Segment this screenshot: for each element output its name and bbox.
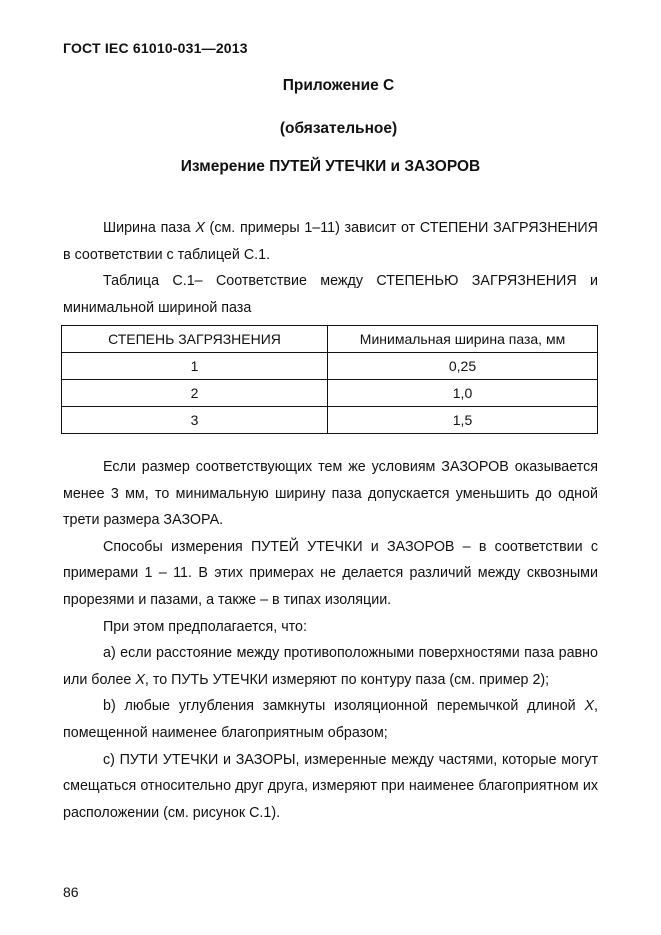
column-header-pollution-degree: СТЕПЕНЬ ЗАГРЯЗНЕНИЯ: [62, 326, 328, 353]
table-cell: 2: [62, 380, 328, 407]
table-header-row: [62, 326, 598, 353]
pollution-degree-table: [61, 325, 598, 434]
variable-x: X: [135, 671, 145, 688]
variable-x: X: [195, 220, 205, 236]
list-item-c: с) ПУТИ УТЕЧКИ и ЗАЗОРЫ, измеренные между частями, которые могут смещаться относительно друг друга, измеряют при наименее благоприятном их расположении (см. рисунок С.1).: [63, 751, 598, 821]
text-span: а) если расстояние между противоположными поверхностями паза равно или более: [63, 645, 598, 688]
body-section: [63, 454, 598, 826]
table-cell: 0,25: [328, 353, 598, 380]
list-item-a: [63, 640, 598, 693]
text-span: b) любые углубления замкнуты изоляционной перемычкой длиной: [103, 698, 585, 715]
table-cell: 1: [62, 353, 328, 380]
table-cell: 3: [62, 407, 328, 434]
column-header-min-width: Минимальная ширина паза, мм: [328, 326, 598, 353]
list-item-b: [63, 693, 598, 746]
table-cell: 1,0: [328, 380, 598, 407]
paragraph-clearance-size: Если размер соответствующих тем же условиям ЗАЗОРОВ оказывается менее 3 мм, то минимальную ширину паза допускается уменьшить до одной трети размера ЗАЗОРА.: [63, 459, 598, 529]
table-row: [62, 407, 598, 434]
table-cell: 1,5: [328, 407, 598, 434]
table-row: [62, 380, 598, 407]
intro-section: [63, 215, 598, 321]
text-span: Ширина паза: [103, 220, 196, 236]
paragraph-assumptions: При этом предполагается, что:: [103, 618, 307, 635]
page-number: 86: [63, 884, 79, 900]
standard-code: ГОСТ IEC 61010-031—2013: [63, 40, 248, 56]
variable-x: X: [584, 698, 595, 715]
paragraph-measurement-methods: Способы измерения ПУТЕЙ УТЕЧКИ и ЗАЗОРОВ – в соответствии с примерами 1 – 11. В этих примерах не делается различий между сквозными прорезями и пазами, а также – в типах изоляции.: [63, 538, 598, 608]
text-span: , помещенной наименее благоприятным образом;: [63, 698, 598, 741]
text-span: (см. примеры 1–11) зависит от СТЕПЕНИ ЗАГРЯЗНЕНИЯ в соответствии с таблицей С.1.: [63, 220, 599, 263]
table-caption: Таблица С.1– Соответствие между СТЕПЕНЬЮ ЗАГРЯЗНЕНИЯ и минимальной шириной паза: [63, 273, 598, 316]
appendix-status: (обязательное): [279, 120, 398, 137]
appendix-heading: Измерение ПУТЕЙ УТЕЧКИ и ЗАЗОРОВ: [180, 158, 481, 175]
text-span: , то ПУТЬ УТЕЧКИ измеряют по контуру паза (см. пример 2);: [144, 671, 550, 688]
intro-paragraph: [63, 215, 598, 268]
table-row: [62, 353, 598, 380]
appendix-title: Приложение С: [282, 77, 395, 94]
